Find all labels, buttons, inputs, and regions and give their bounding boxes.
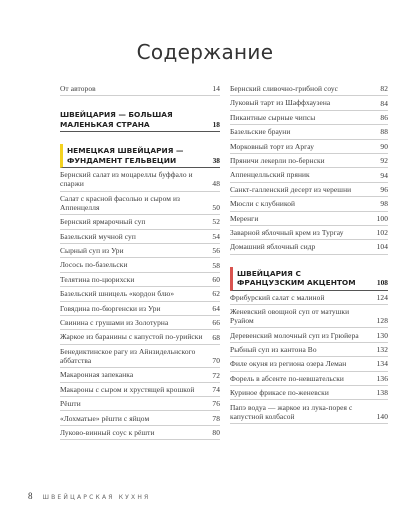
entry-page-number: 138 <box>376 388 388 398</box>
toc-section-heading[interactable] <box>230 267 388 291</box>
entry-title: Базельский шницель «кордон блю» <box>60 289 175 299</box>
entry-title: Бернский сливочно-грибной соус <box>230 84 339 94</box>
entry-page-number: 124 <box>376 292 388 302</box>
toc-entry[interactable] <box>60 192 220 216</box>
entry-title: Куриное фрикасе по-женевски <box>230 388 329 398</box>
toc-column-left <box>60 82 220 440</box>
toc-entry[interactable] <box>230 82 388 96</box>
entry-page-number: 70 <box>212 356 220 366</box>
entry-page-number: 68 <box>212 332 220 342</box>
entry-page-number: 80 <box>212 428 220 438</box>
entry-page-number: 52 <box>212 217 220 227</box>
page-number: 8 <box>28 491 33 501</box>
toc-entry[interactable] <box>230 400 388 424</box>
entry-title: От авторов <box>60 84 96 94</box>
entry-title: Бернский салат из моцареллы буффало и спаржи <box>60 170 193 189</box>
entry-page-number: 84 <box>380 98 388 108</box>
entry-title: Фрибурский салат с малиной <box>230 292 325 302</box>
entry-page-number: 100 <box>376 213 388 223</box>
toc-entry[interactable] <box>230 125 388 139</box>
entry-page-number: 102 <box>376 228 388 238</box>
entry-title: Папэ водуа — жаркое из лука-порея с капустной колбасой <box>230 402 353 421</box>
entry-title: Луково-винный соус к рёшти <box>60 427 155 437</box>
entry-page-number: 96 <box>380 184 388 194</box>
entry-page-number: 78 <box>212 413 220 423</box>
entry-page-number: 60 <box>212 274 220 284</box>
running-title: ШВЕЙЦАРСКАЯ КУХНЯ <box>42 494 151 501</box>
entry-page-number: 54 <box>212 231 220 241</box>
section-title: ШВЕЙЦАРИЯ С ФРАНЦУЗСКИМ АКЦЕНТОМ <box>237 268 356 288</box>
toc-entry[interactable] <box>60 82 220 96</box>
entry-page-number: 108 <box>376 278 388 288</box>
entry-page-number: 136 <box>376 373 388 383</box>
entry-title: Говядина по-бюргенски из Ури <box>60 303 161 313</box>
toc-entry[interactable] <box>230 183 388 197</box>
entry-page-number: 56 <box>212 246 220 256</box>
entry-title: Макаронная запеканка <box>60 370 134 380</box>
toc-entry[interactable] <box>230 357 388 371</box>
toc-entry[interactable] <box>60 368 220 382</box>
section-spacer <box>60 96 220 108</box>
toc-entry[interactable] <box>230 96 388 110</box>
toc-entry[interactable] <box>230 154 388 168</box>
entry-page-number: 128 <box>376 316 388 326</box>
toc-entry[interactable] <box>60 302 220 316</box>
entry-title: Макароны с сыром и хрустящей крошкой <box>60 384 195 394</box>
toc-entry[interactable] <box>60 316 220 330</box>
entry-page-number: 86 <box>380 112 388 122</box>
toc-entry[interactable] <box>230 372 388 386</box>
entry-title: Рёшти <box>60 399 81 409</box>
entry-page-number: 74 <box>212 384 220 394</box>
toc-entry[interactable] <box>60 273 220 287</box>
toc-entry[interactable] <box>60 411 220 425</box>
toc-entry[interactable] <box>230 212 388 226</box>
toc-entry[interactable] <box>60 330 220 344</box>
toc-entry[interactable] <box>230 111 388 125</box>
toc-entry[interactable] <box>60 397 220 411</box>
entry-page-number: 130 <box>376 330 388 340</box>
entry-title: Луковый тарт из Шаффхаузена <box>230 98 331 108</box>
entry-page-number: 72 <box>212 370 220 380</box>
entry-page-number: 82 <box>380 84 388 94</box>
toc-entry[interactable] <box>60 258 220 272</box>
entry-title: Рыбный суп из кантона Во <box>230 344 317 354</box>
toc-entry[interactable] <box>60 426 220 440</box>
page-title: Содержание <box>136 40 274 64</box>
entry-title: Санкт-галленский десерт из черешни <box>230 184 352 194</box>
entry-title: Мюсли с клубникой <box>230 199 296 209</box>
entry-page-number: 98 <box>380 199 388 209</box>
toc-entry[interactable] <box>230 197 388 211</box>
section-title: ШВЕЙЦАРИЯ — БОЛЬШАЯ МАЛЕНЬКАЯ СТРАНА <box>60 110 173 129</box>
entry-title: Сырный суп из Ури <box>60 246 124 256</box>
entry-title: Морковный торт из Аргау <box>230 141 315 151</box>
entry-title: Жаркое из баранины с капустой по-урийски <box>60 332 203 342</box>
toc-entry[interactable] <box>60 345 220 369</box>
toc-entry[interactable] <box>60 168 220 192</box>
entry-title: Бенедиктинское рагу из Айнзидельнского аббатства <box>60 346 196 366</box>
entry-page-number: 38 <box>212 155 220 165</box>
section-title: НЕМЕЦКАЯ ШВЕЙЦАРИЯ — ФУНДАМЕНТ ГЕЛЬВЕЦИИ <box>67 146 184 165</box>
entry-page-number: 90 <box>380 141 388 151</box>
entry-page-number: 50 <box>212 203 220 212</box>
entry-title: Бернский ярмарочный суп <box>60 217 146 227</box>
entry-page-number: 58 <box>212 260 220 270</box>
entry-title: Аппенцелльский пряник <box>230 170 310 180</box>
entry-page-number: 48 <box>212 179 220 189</box>
entry-page-number: 14 <box>212 84 220 94</box>
entry-title: Женевский овощной суп от матушки Руайом <box>230 306 350 326</box>
toc-entry[interactable] <box>60 244 220 258</box>
section-spacer <box>230 255 388 267</box>
entry-page-number: 64 <box>212 303 220 313</box>
entry-title: Базельские брауни <box>230 127 291 137</box>
entry-title: Пряничи лекерли по-бернски <box>230 156 325 166</box>
entry-title: Свинина с грушами из Золотурна <box>60 318 169 328</box>
toc-entry[interactable] <box>60 383 220 397</box>
section-spacer <box>60 132 220 144</box>
entry-title: Заварной яблочный крем из Тургау <box>230 228 344 237</box>
entry-page-number: 134 <box>376 359 388 369</box>
toc-entry[interactable] <box>230 328 388 342</box>
toc-entry[interactable] <box>230 291 388 305</box>
entry-title: Лосось по-базельски <box>60 260 128 270</box>
entry-title: Домашний яблочный сидр <box>230 242 316 252</box>
entry-page-number: 132 <box>376 345 388 355</box>
entry-page-number: 76 <box>212 399 220 409</box>
entry-page-number: 140 <box>376 411 388 421</box>
entry-page-number: 88 <box>380 127 388 137</box>
entry-page-number: 104 <box>376 242 388 252</box>
toc-entry[interactable] <box>230 140 388 154</box>
page-footer <box>28 491 150 501</box>
entry-title: Меренги <box>230 213 259 223</box>
toc-entry[interactable] <box>230 226 388 240</box>
toc-entry[interactable] <box>60 215 220 229</box>
entry-page-number: 62 <box>212 289 220 299</box>
toc-section-heading[interactable] <box>60 108 220 132</box>
entry-title: «Лохматые» рёшти с яйцом <box>60 413 150 423</box>
toc-entry[interactable] <box>230 240 388 254</box>
toc-entry[interactable] <box>230 386 388 400</box>
toc-column-right <box>230 82 388 424</box>
entry-title: Пикантные сырные чипсы <box>230 112 316 122</box>
toc-entry[interactable] <box>230 168 388 182</box>
toc-entry[interactable] <box>230 343 388 357</box>
entry-page-number: 92 <box>380 156 388 166</box>
toc-entry[interactable] <box>60 287 220 301</box>
entry-title: Телятина по-цюрихски <box>60 274 135 284</box>
entry-title: Филе окуня из региона озера Леман <box>230 359 347 369</box>
entry-title: Форель в абсенте по-невшательски <box>230 373 344 383</box>
toc-section-heading[interactable] <box>60 144 220 168</box>
toc-entry[interactable] <box>60 230 220 244</box>
entry-page-number: 66 <box>212 318 220 328</box>
entry-title: Деревенский молочный суп из Грюйера <box>230 330 359 340</box>
entry-page-number: 94 <box>380 170 388 180</box>
entry-title: Базельский мучной суп <box>60 231 136 241</box>
toc-entry[interactable] <box>230 305 388 329</box>
entry-page-number: 18 <box>212 119 220 129</box>
entry-title: Салат с красной фасолью и сыром из Аппенцелля <box>60 193 181 212</box>
